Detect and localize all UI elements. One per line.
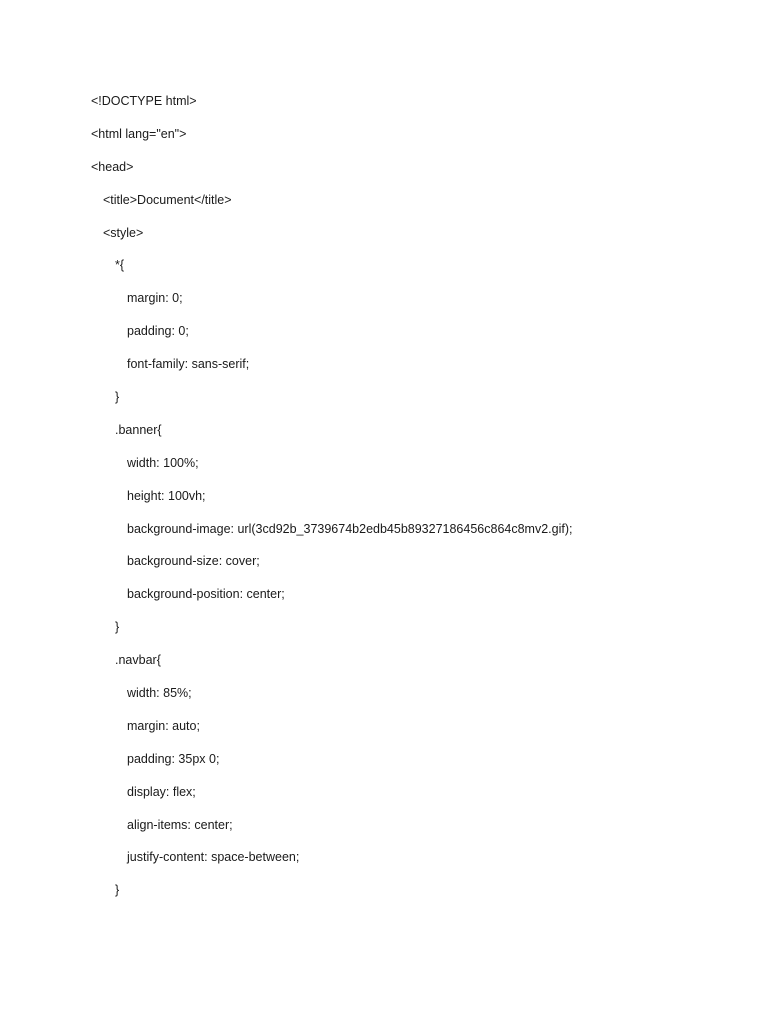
code-line: <style> [103,225,144,240]
code-line: <title>Document</title> [103,192,232,207]
code-line: } [115,620,120,635]
code-line: background-size: cover; [127,554,260,569]
code-line: padding: 0; [127,324,189,339]
code-line: } [115,390,120,405]
code-line: font-family: sans-serif; [127,357,250,372]
code-line: <head> [91,159,134,174]
code-line: *{ [115,258,125,273]
code-line: background-position: center; [127,587,285,602]
code-line: } [115,883,120,898]
code-line: padding: 35px 0; [127,751,220,766]
code-line: height: 100vh; [127,488,206,503]
code-line: align-items: center; [127,817,233,832]
code-line: <html lang="en"> [91,126,187,141]
code-line: width: 100%; [127,455,199,470]
code-line: margin: auto; [127,718,200,733]
code-line: .banner{ [115,422,162,437]
code-text-block [91,93,731,915]
code-line: justify-content: space-between; [127,850,300,865]
code-line: display: flex; [127,784,196,799]
code-line: .navbar{ [115,653,161,668]
code-line: margin: 0; [127,291,183,306]
code-line: <!DOCTYPE html> [91,94,197,108]
code-line: width: 85%; [127,686,192,701]
code-line: background-image: url(3cd92b_3739674b2edb45b89327186456c864c8mv2.gif); [127,521,573,536]
